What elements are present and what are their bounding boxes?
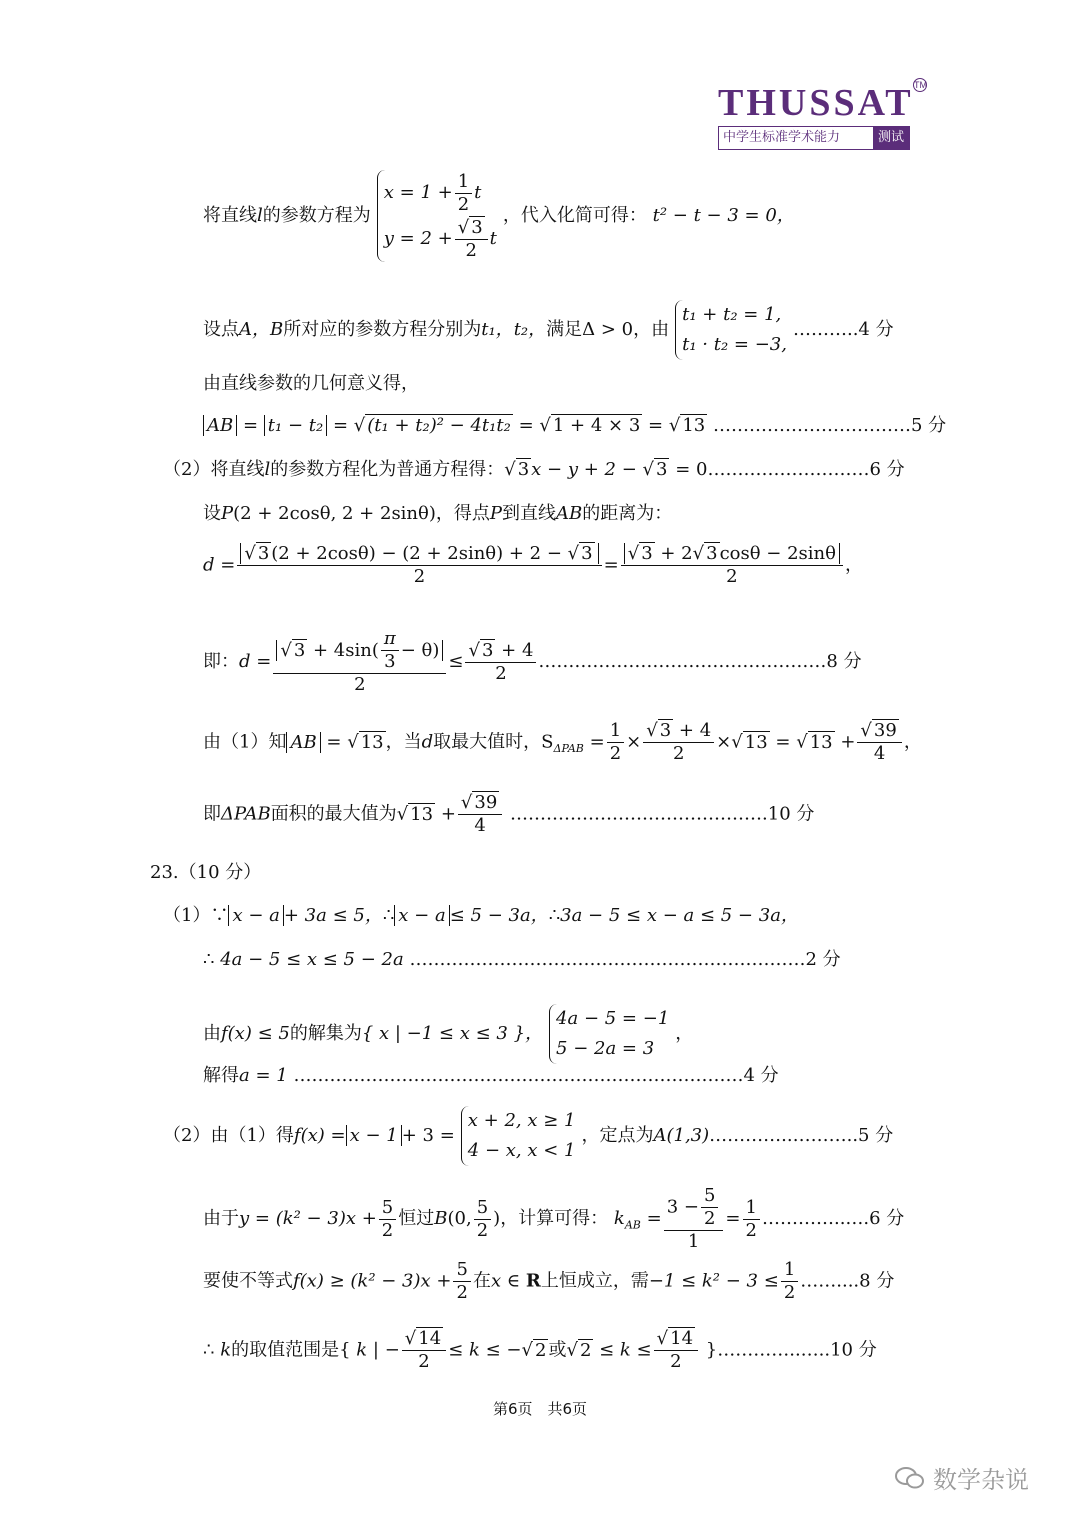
part1-line4 <box>203 1064 779 1088</box>
frac-den: 2 <box>418 1351 430 1372</box>
geometric-meaning-line: 由直线参数的几何意义得， <box>203 373 419 394</box>
text-segment: 解得 <box>203 1065 239 1086</box>
line-equation: x − y + 2 − <box>531 459 643 480</box>
radicand: 1 + 4 × 3 <box>552 415 641 436</box>
distance-fraction-2: $\frac{√ 3 + 2√ 3 \cos\theta - 2\sin\theta}{2}$ <box>621 543 843 588</box>
plus-three: + 3 = <box>401 1125 455 1146</box>
five-halves <box>453 1259 470 1304</box>
logo-subtitle-bar <box>718 126 910 150</box>
part2-line4: ∴ k的取值范围是{ k | − $\frac{√ 14}{2}$ ≤ k ≤ −√ 2 或√ 2 ≤ k ≤ $\frac{√ 14}{2}$ }…………..…..10 分 <box>203 1328 877 1372</box>
point-a: A(1,3) <box>653 1125 710 1146</box>
distance-formula-line <box>203 543 863 588</box>
frac-den: 2 <box>381 1219 394 1241</box>
pi: π <box>381 628 399 651</box>
frac-num: 5 <box>453 1259 470 1282</box>
text-segment: 或 <box>548 1339 567 1361</box>
frac-den: 4 <box>873 743 886 764</box>
therefore-symbol: ∴ <box>382 905 395 926</box>
quadratic-equation: t² − t − 3 = 0， <box>652 205 795 226</box>
comma: ， <box>844 554 863 576</box>
abs-x-1: x − 1 <box>346 1125 402 1146</box>
param-equation-line <box>203 170 795 262</box>
therefore-symbol: ∴ <box>203 949 215 970</box>
numerator: (2 + 2cosθ) − (2 + 2sinθ) + 2 − <box>271 543 568 564</box>
b-coord: 0, <box>454 1208 472 1229</box>
text-segment: 面积的最大值为 <box>270 803 397 825</box>
root-product: t₁ · t₂ = −3, <box>682 334 787 355</box>
area-s: S <box>541 731 554 753</box>
equals: = <box>589 731 605 753</box>
half <box>743 1197 760 1242</box>
numerator: + 4 <box>673 720 712 741</box>
triangle-pab: ΔPAB <box>221 803 271 825</box>
part2-line2: 由于y = (k² − 3)x + $\frac{5}{2}$ 恒过B(0, $\frac{5}{2}$ )，计算可得： $k_{AB}$ = 3 − $\frac{5}{2}$ 1 = $\frac{1}{2}$ …………..….6 分 <box>203 1185 905 1252</box>
part2-line3 <box>203 1259 894 1304</box>
text-segment: 设点 <box>203 319 239 340</box>
page-footer: 第6页 共6页 <box>492 1400 588 1418</box>
half <box>781 1259 798 1304</box>
d-equals: d = <box>239 651 272 672</box>
frac-num: 1 <box>607 720 624 743</box>
text-segment: 将直线 <box>203 205 257 226</box>
therefore-symbol: ∴ <box>548 905 561 926</box>
var-t: t <box>474 182 482 203</box>
radicand: 39 <box>474 792 498 813</box>
math-l: l <box>264 459 271 480</box>
radicand: 3 <box>659 720 672 741</box>
numerator: + 4sin <box>307 639 372 661</box>
abs-t-diff: t₁ − t₂ <box>264 415 327 436</box>
text-segment: 在 <box>472 1270 491 1292</box>
eq-x: x = 1 + <box>383 182 453 203</box>
score-mark: …………………………………………8 分 <box>538 651 862 672</box>
eq-2: 5 − 2a = 3 <box>556 1038 655 1059</box>
var-t1: t₁， <box>481 319 514 340</box>
discriminant: Δ > 0， <box>582 319 652 340</box>
leq: ≤ <box>448 651 464 672</box>
distance-fraction-3: √ 3 + 4sin( $\frac{\pi}{3}$ − θ) 2 <box>273 628 446 696</box>
point-b: B <box>434 1208 448 1229</box>
bound-fraction: $\frac{√ 3 + 4}{2}$ <box>465 640 536 685</box>
text-segment: 由 <box>203 1023 221 1044</box>
vieta-system <box>675 300 787 360</box>
part2-line1 <box>163 1106 893 1166</box>
radicand: 3 <box>656 459 668 480</box>
equals: = <box>725 1208 741 1229</box>
text-segment: 由于 <box>203 1208 239 1229</box>
text-segment: ，计算可得： <box>500 1208 609 1229</box>
text-segment: 满足 <box>546 319 583 340</box>
numerator: + 2 <box>654 543 693 564</box>
frac-den: 2 <box>354 674 366 695</box>
line-ab: AB <box>556 503 583 524</box>
abs-ab: AB <box>286 732 320 753</box>
area-result-line: 即ΔPAB面积的最大值为√ 13 + $\frac{√ 39}{4}$ …………………………………….10 分 <box>203 792 815 836</box>
piecewise <box>461 1106 576 1166</box>
text-segment: 取最大值时， <box>433 731 542 753</box>
radicand: 13 <box>809 731 833 753</box>
score-mark: …………..………..5 分 <box>709 1125 894 1146</box>
radicand: 14 <box>670 1328 694 1349</box>
plus: + <box>440 803 456 825</box>
eq-y: y = 2 + <box>383 228 453 249</box>
sqrt14-half: $\frac{√ 14}{2}$ <box>654 1328 698 1373</box>
because-symbol: ∵ <box>210 905 229 926</box>
numerator: cosθ − 2sinθ <box>719 543 836 564</box>
text-segment: 要使不等式 <box>203 1270 293 1292</box>
frac-den: 1 <box>687 1231 700 1252</box>
score-mark: ………………………6 分 <box>707 459 905 480</box>
frac-num: 1 <box>781 1259 798 1282</box>
score-mark: …………..….6 分 <box>761 1208 905 1229</box>
radicand: 3 <box>517 459 530 480</box>
a-value: a = 1 <box>239 1065 288 1086</box>
point-b: B <box>270 319 284 340</box>
therefore-symbol: ∴ <box>203 1339 215 1361</box>
text-segment: （2）将直线 <box>163 459 265 480</box>
text-segment: 到直线 <box>502 503 557 524</box>
radicand: 3 <box>581 543 593 564</box>
times: × <box>626 731 642 753</box>
frac-den: 2 <box>672 743 685 764</box>
score-mark: …………………………………….10 分 <box>510 803 815 825</box>
distance-bound-line <box>203 628 862 696</box>
area-max-line: 由（1）知 AB = √ 13 ，当d取最大值时，$S_{\Delta PAB}$ = $\frac{1}{2}$ × $\frac{√ 3 + 4}{2}$ ×√ 13 = √ 13 + $\frac{√ 39}{4}$ ， <box>203 720 922 764</box>
part1-line2 <box>203 948 841 972</box>
range: k | − <box>356 1339 400 1361</box>
reals: R <box>525 1270 541 1292</box>
comma: ， <box>903 731 922 753</box>
text-segment: 即 <box>203 803 221 825</box>
solution-set: { x | −1 ≤ x ≤ 3 }， <box>361 1023 544 1044</box>
part1-line3 <box>203 1004 693 1064</box>
comma: ， <box>675 1023 694 1044</box>
a-system <box>549 1004 669 1064</box>
inequality: −1 ≤ k² − 3 ≤ <box>648 1270 779 1292</box>
x-in: x ∈ <box>490 1270 521 1292</box>
radicand: 3 <box>293 639 306 661</box>
frac-den: 2 <box>495 662 507 684</box>
radicand: 13 <box>410 803 434 825</box>
text-segment: 的解集为 <box>289 1023 362 1044</box>
equals: = <box>775 731 791 753</box>
radicand: 39 <box>873 720 897 741</box>
times: × <box>716 731 732 753</box>
watermark <box>895 1460 1029 1495</box>
frac-den: 4 <box>474 815 486 836</box>
radicand: 14 <box>418 1328 442 1349</box>
text-segment: ，当 <box>385 731 422 753</box>
plus: + <box>840 731 856 753</box>
frac-den: 2 <box>726 566 738 587</box>
part1-line1 <box>163 904 799 928</box>
minus-theta: − θ <box>400 639 433 661</box>
numerator: + 4 <box>495 639 534 661</box>
logo-trademark: TM <box>914 80 927 90</box>
range: ≤ k ≤ − <box>448 1339 522 1361</box>
frac-den: 2 <box>670 1351 682 1372</box>
d-equals: d = <box>203 554 236 576</box>
logo-wordmark: THUSSAT <box>718 82 914 124</box>
frac-den: 2 <box>457 193 470 215</box>
frac-num: 5 <box>701 1185 718 1208</box>
text-segment: 上恒成立，需 <box>540 1270 649 1292</box>
case-2: 4 − x, x < 1 <box>467 1140 576 1161</box>
thussat-logo <box>718 80 927 150</box>
frac-den: 2 <box>783 1282 796 1303</box>
score-mark: ……………………………5 分 <box>712 415 947 436</box>
equals: = <box>518 415 534 436</box>
inequality: + 3a ≤ 5， <box>283 905 383 926</box>
equals: = <box>332 415 349 436</box>
comma: ， <box>581 1125 600 1146</box>
five-halves <box>474 1197 491 1242</box>
text-segment: 即： <box>203 651 239 672</box>
range: ≤ k ≤ <box>599 1339 652 1361</box>
score-mark: ………..4 分 <box>792 319 894 340</box>
text-segment: 的距离为： <box>582 503 673 524</box>
equals: = <box>326 731 342 753</box>
fx-equals: f(x) = <box>293 1125 346 1146</box>
slope-fraction <box>664 1185 724 1253</box>
point-p-line <box>203 502 672 526</box>
line-equation: y = (k² − 3)x + <box>239 1208 377 1229</box>
text-segment: 的参数方程为 <box>262 205 371 226</box>
sqrt39-over-4: $\frac{√ 39}{4}$ <box>857 720 901 765</box>
frac-den: 2 <box>703 1208 716 1229</box>
abs-ab: AB <box>203 415 237 436</box>
frac-den: 2 <box>745 1219 757 1241</box>
radicand: 13 <box>744 731 768 753</box>
five-halves <box>379 1197 396 1242</box>
frac-num: 1 <box>743 1197 760 1220</box>
text-segment: 的参数方程化为普通方程得： <box>270 459 505 480</box>
numerator: 3 − <box>666 1196 699 1218</box>
var-t: t <box>489 228 497 249</box>
case-1: x + 2, x ≥ 1 <box>467 1110 576 1131</box>
text-segment: 定点为 <box>599 1125 654 1146</box>
frac-num: 5 <box>474 1197 491 1220</box>
equals: = <box>648 415 664 436</box>
question-23-heading: 23.（10 分） <box>150 862 262 883</box>
watermark-text: 数学杂说 <box>933 1466 1029 1494</box>
fraction-sqrt3-half: $\frac{√ 3}{2}$ <box>455 217 488 262</box>
logo-test-label: 测试 <box>873 127 909 149</box>
slope-sub: AB <box>624 1218 641 1232</box>
ab-length-line: AB = t₁ − t₂ = √ (t₁ + t₂)² − 4t₁t₂ = √ 1 + 4 × 3 = √ 13 ……………………………5 分 <box>203 414 946 438</box>
radicand: 13 <box>360 731 384 753</box>
text-segment: （2）由（1）得 <box>163 1125 294 1146</box>
param-system <box>377 170 497 262</box>
text-segment: 由 <box>651 319 670 340</box>
inequality: 4a − 5 ≤ x ≤ 5 − 2a <box>220 949 404 970</box>
frac-den: 2 <box>413 566 426 587</box>
var-t2: t₂， <box>513 319 547 340</box>
point-a: A， <box>239 319 270 340</box>
logo-subtitle: 中学生标准学术能力 <box>723 130 841 145</box>
radicand: 3 <box>257 543 270 564</box>
frac-num: 5 <box>379 1197 396 1220</box>
radicand: 3 <box>641 543 653 564</box>
var-k: k <box>220 1339 232 1361</box>
text-segment: ，得点 <box>435 503 490 524</box>
inequality: ≤ 5 − 3a， <box>449 905 549 926</box>
radicand: 3 <box>471 216 483 238</box>
area-sub: ΔPAB <box>553 742 584 756</box>
root-sum: t₁ + t₂ = 1, <box>682 304 782 325</box>
radicand: (t₁ + t₂)² − 4t₁t₂ <box>367 415 511 436</box>
distance-fraction-1: $\frac{√ 3 (2 + 2\cos\theta) - (2 + 2\sin\theta) + 2 - √ 3}{2}$ <box>237 543 601 588</box>
point-p: P <box>221 503 234 524</box>
point-p-coords: (2 + 2cosθ, 2 + 2sinθ) <box>233 503 436 524</box>
score-mark: …………………………………………………………………4 分 <box>293 1065 779 1086</box>
abs-x-a: x − a <box>394 905 449 926</box>
equals: = <box>646 1208 662 1229</box>
score-mark: …………..…..10 分 <box>717 1339 877 1361</box>
radicand: 13 <box>682 415 706 436</box>
frac-den: 2 <box>609 743 622 764</box>
radicand: 3 <box>706 543 718 564</box>
general-equation-line: （2）将直线l的参数方程化为普通方程得：√ 3 x − y + 2 − √ 3 = 0………………………6 分 <box>163 459 905 480</box>
text-segment: 设 <box>203 503 221 524</box>
text-segment: 恒过 <box>398 1208 435 1229</box>
text-segment: 的取值范围是 <box>231 1339 340 1361</box>
sqrt39-over-4: $\frac{√ 39}{4}$ <box>458 792 502 837</box>
slope-k: k <box>613 1208 625 1229</box>
frac-den: 3 <box>384 651 396 672</box>
equation-end: = 0 <box>675 459 708 480</box>
radicand: 2 <box>579 1339 592 1361</box>
point-p: P <box>489 503 503 524</box>
abs-x-a: x − a <box>228 905 283 926</box>
text-segment: 由（1）知 <box>203 731 287 753</box>
score-mark: ……....8 分 <box>800 1270 895 1292</box>
inequality: f(x) ≥ (k² − 3)x + <box>293 1270 452 1292</box>
eq-1: 4a − 5 = −1 <box>556 1008 670 1029</box>
radicand: 3 <box>481 639 494 661</box>
text-segment: ，代入化简可得： <box>502 205 647 226</box>
var-d: d <box>421 731 434 753</box>
frac-num: 1 <box>455 171 472 194</box>
equals: = <box>242 415 259 436</box>
half <box>607 720 624 765</box>
param-roots-line <box>203 300 894 360</box>
frac-den: 2 <box>465 239 477 261</box>
wechat-icon <box>895 1466 925 1490</box>
bound-fraction: $\frac{√ 3 + 4}{2}$ <box>643 720 714 765</box>
frac-den: 2 <box>456 1282 468 1303</box>
fraction-half <box>455 171 472 216</box>
text-segment: 所对应的参数方程分别为 <box>283 319 482 340</box>
text-segment: （1） <box>163 905 211 926</box>
sqrt14-half: $\frac{√ 14}{2}$ <box>402 1328 446 1373</box>
math-l: l <box>257 205 263 226</box>
frac-den: 2 <box>476 1219 489 1241</box>
equals: = <box>603 554 619 576</box>
radicand: 2 <box>535 1339 547 1361</box>
pi-over-3 <box>381 628 399 673</box>
inequality: 3a − 5 ≤ x − a ≤ 5 − 3a， <box>560 905 799 926</box>
inequality: f(x) ≤ 5 <box>221 1023 290 1044</box>
score-mark: …………………………………………………………2 分 <box>409 949 841 970</box>
